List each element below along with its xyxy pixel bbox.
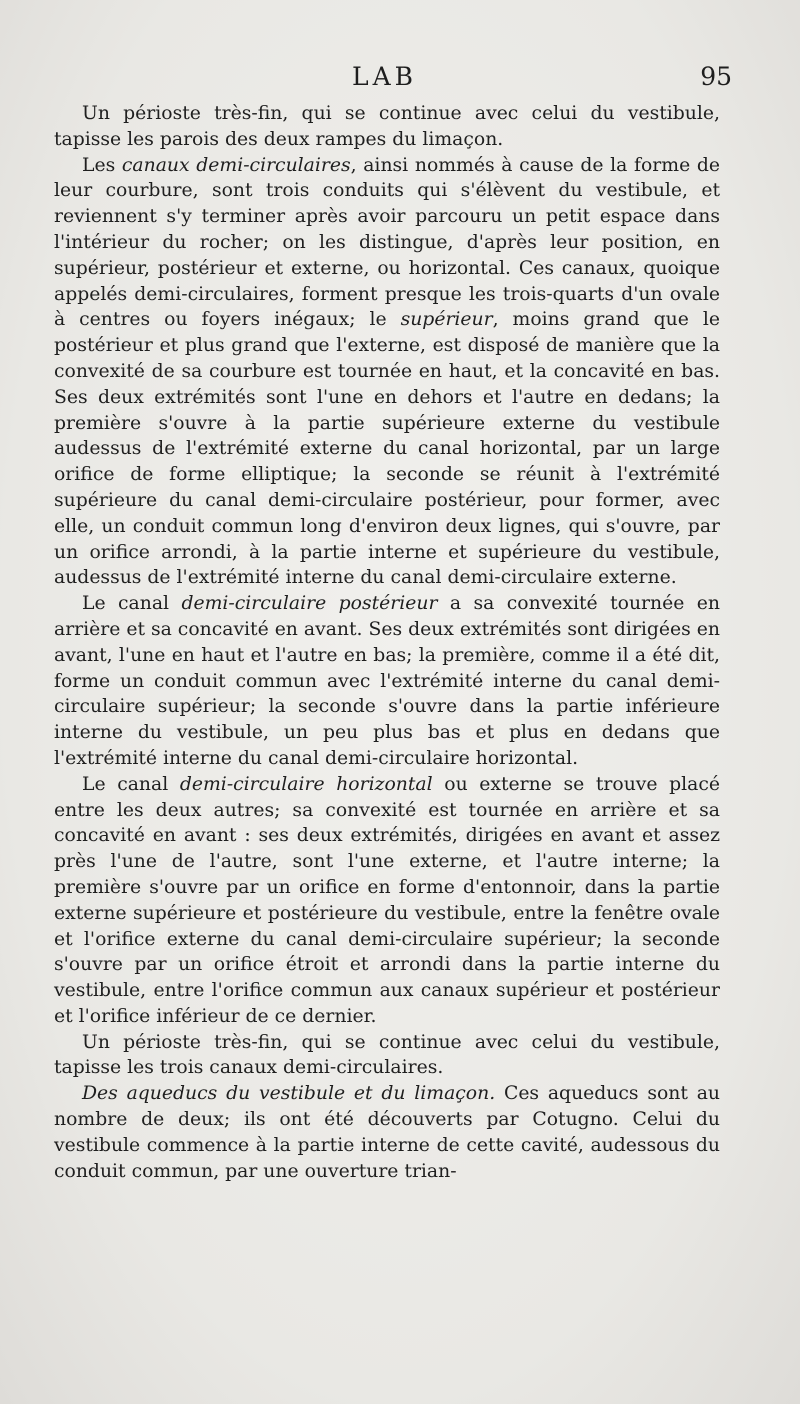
text-run: Un périoste très-fin, qui se continue avec celui du vestibule, tapisse les trois canaux demi-circulaires.	[54, 1031, 720, 1079]
italic-run: demi-circulaire horizontal	[179, 773, 433, 795]
body-text	[54, 101, 720, 1184]
paragraph	[54, 772, 720, 1030]
text-run: , moins grand que le postérieur et plus grand que l'externe, est disposé de manière que la convexité de sa courbure est tournée en haut, et la concavité en bas. Ses deux extrémités sont l'une en dehors et l'autre en dedans; la première s'ouvre à la partie supérieure externe du vestibule audessus de l'extrémité externe du canal horizontal, par un large orifice de forme elliptique; la seconde se réunit à l'extrémité supérieure du canal demi-circulaire postérieur, pour former, avec elle, un conduit commun long d'environ deux lignes, qui s'ouvre, par un orifice arrondi, à la partie interne et supérieure du vestibule, audessus de l'extrémité interne du canal demi-circulaire externe.	[54, 309, 720, 589]
page-number: 95	[700, 62, 732, 91]
italic-run: canaux demi-circulaires	[121, 154, 351, 176]
italic-run: Des aqueducs du vestibule et du limaçon.	[82, 1083, 496, 1105]
italic-run: demi-circulaire postérieur	[181, 593, 438, 615]
text-run: a sa convexité tournée en arrière et sa concavité en avant. Ses deux extrémités sont dirigées en avant, l'une en haut et l'autre en bas; la première, comme il a été dit, forme un conduit commun avec l'extrémité interne du canal demi-circulaire supérieur; la seconde s'ouvre dans la partie inférieure interne du vestibule, un peu plus bas et plus en dedans que l'extrémité interne du canal demi-circulaire horizontal.	[54, 593, 720, 769]
paragraph	[54, 1030, 720, 1082]
text-run: Les	[82, 154, 122, 176]
text-run: Ces aqueducs sont au nombre de deux; ils ont été découverts par Cotugno. Celui du vestibule commence à la partie interne de cette cavité, audessous du conduit commun, par une ouverture trian-	[54, 1083, 721, 1182]
running-head: LAB	[352, 62, 418, 91]
paragraph	[54, 153, 720, 592]
paragraph	[54, 591, 720, 772]
text-run: ou externe se trouve placé entre les deux autres; sa convexité est tournée en arrière et sa concavité en avant : ses deux extrémités, dirigées en avant et assez près l'une de l'autre, sont l'une externe, et l'autre interne; la première s'ouvre par un orifice en forme d'entonnoir, dans la partie externe supérieure et postérieure du vestibule, entre la fenêtre ovale et l'orifice externe du canal demi-circulaire supérieur; la seconde s'ouvre par un orifice étroit et arrondi dans la partie interne du vestibule, entre l'orifice commun aux canaux supérieur et postérieur et l'orifice inférieur de ce dernier.	[54, 773, 721, 1027]
text-run: Le canal	[82, 593, 182, 615]
italic-run: supérieur	[400, 309, 493, 331]
text-run: , ainsi nommés à cause de la forme de leur courbure, sont trois conduits qui s'élèvent du vestibule, et reviennent s'y terminer après avoir parcouru un petit espace dans l'intérieur du rocher; on les distingue, d'après leur position, en supérieur, postérieur et externe, ou horizontal. Ces canaux, quoique appelés demi-circulaires, forment presque les trois-quarts d'un ovale à centres ou foyers inégaux; le	[54, 154, 720, 331]
page-header	[0, 62, 800, 98]
text-run: Le canal	[82, 773, 180, 795]
text-run: Un périoste très-fin, qui se continue avec celui du vestibule, tapisse les parois des deux rampes du limaçon.	[54, 103, 720, 150]
paragraph	[54, 101, 720, 153]
paragraph	[54, 1081, 720, 1184]
